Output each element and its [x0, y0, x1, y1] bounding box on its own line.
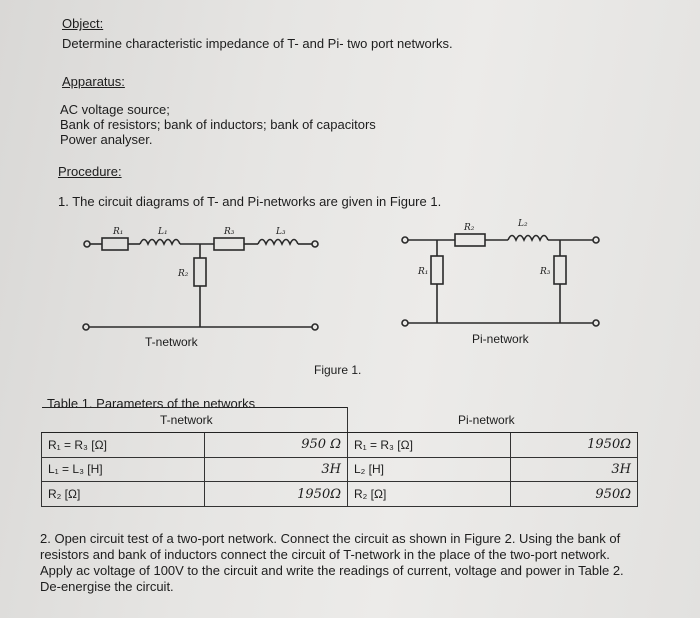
table-1 [41, 407, 638, 507]
table-1-t-header: T-network [160, 413, 213, 427]
object-text: Determine characteristic impedance of T- and Pi- two port networks. [62, 36, 453, 51]
apparatus-heading: Apparatus: [62, 74, 125, 89]
pi-label-l2: L₂ [518, 219, 528, 229]
table-row [42, 457, 638, 482]
t-inductor-l3 [258, 240, 298, 245]
t-value-cell: 3H [205, 457, 348, 482]
t-inductor-l1 [140, 240, 180, 245]
t-input-terminal-top [84, 241, 90, 247]
t-input-terminal-bottom [83, 324, 89, 330]
pi-param-cell: R₁ = R₃ [Ω] [348, 432, 511, 457]
pi-value-cell: 950Ω [511, 482, 638, 507]
t-output-terminal-top [312, 241, 318, 247]
pi-param-cell: L₂ [H] [348, 457, 511, 482]
procedure-step-1: 1. The circuit diagrams of T- and Pi-networks are given in Figure 1. [58, 194, 442, 209]
apparatus-item-3: Power analyser. [60, 132, 153, 147]
pi-output-terminal-bottom [593, 320, 599, 326]
t-label-r3: R₃ [224, 227, 235, 237]
apparatus-item-2: Bank of resistors; bank of inductors; bank of capacitors [60, 117, 376, 132]
t-resistor-r3 [214, 238, 244, 250]
pi-network-label: Pi-network [472, 332, 529, 346]
t-resistor-r1 [102, 238, 128, 250]
pi-inductor-l2 [508, 236, 548, 241]
t-param-cell: R₁ = R₃ [Ω] [42, 432, 205, 457]
pi-resistor-r3 [554, 256, 566, 284]
t-output-terminal-bottom [312, 324, 318, 330]
pi-output-terminal-top [593, 237, 599, 243]
table-1-pi-header: Pi-network [458, 413, 515, 427]
pi-label-r2: R₂ [464, 223, 475, 233]
table-1-title: Table 1. Parameters of the networks [47, 396, 256, 411]
pi-label-r1: R₁ [418, 267, 429, 277]
procedure-step-2: 2. Open circuit test of a two-port network. Connect the circuit as shown in Figure 2. Using the bank of resistors and bank of inductors connect the circuit of T-network in the place of the two-port network. Apply ac voltage of 100V to the circuit and write the readings of current, voltage and power in Table 2. De-energise the circuit. [40, 531, 624, 594]
pi-input-terminal-bottom [402, 320, 408, 326]
pi-resistor-r2 [455, 234, 485, 246]
t-param-cell: L₁ = L₃ [H] [42, 457, 205, 482]
procedure-heading: Procedure: [58, 164, 122, 179]
t-network-label: T-network [145, 335, 198, 349]
t-param-cell: R₂ [Ω] [42, 482, 205, 507]
t-resistor-r2 [194, 258, 206, 286]
object-heading: Object: [62, 16, 104, 31]
pi-value-cell: 1950Ω [511, 432, 638, 457]
pi-label-r3: R₃ [540, 267, 551, 277]
table-row [42, 482, 638, 507]
table-row [42, 432, 638, 457]
t-label-r1: R₁ [113, 227, 124, 237]
pi-resistor-r1 [431, 256, 443, 284]
figure-caption: Figure 1. [314, 363, 362, 377]
t-label-l3: L₃ [276, 227, 286, 237]
t-label-l1: L₁ [158, 227, 168, 237]
pi-value-cell: 3H [511, 457, 638, 482]
pi-input-terminal-top [402, 237, 408, 243]
apparatus-item-1: AC voltage source; [60, 102, 170, 117]
t-label-r2: R₂ [178, 269, 189, 279]
t-value-cell: 950 Ω [205, 432, 348, 457]
t-value-cell: 1950Ω [205, 482, 348, 507]
pi-param-cell: R₂ [Ω] [348, 482, 511, 507]
